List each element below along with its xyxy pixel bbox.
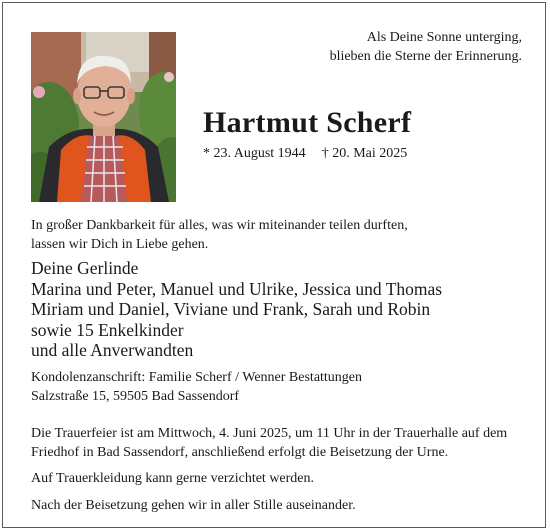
funeral-details — [31, 425, 525, 462]
portrait-photo — [31, 32, 176, 202]
birth-date: * 23. August 1944 — [203, 146, 306, 161]
gratitude-line-2: lassen wir Dich in Liebe gehen. — [31, 237, 209, 252]
address-line-2: Salzstraße 15, 59505 Bad Sassendorf — [31, 389, 240, 404]
funeral-info — [31, 425, 525, 523]
mourners-list — [31, 258, 442, 361]
mourner-line: Deine Gerlinde — [31, 258, 139, 278]
gratitude-text — [31, 216, 408, 254]
deceased-name: Hartmut Scherf — [203, 106, 412, 139]
motto — [330, 28, 522, 66]
motto-line-1: Als Deine Sonne unterging, — [366, 30, 522, 45]
motto-line-2: blieben die Sterne der Erinnerung. — [329, 49, 522, 64]
funeral-line-1: Die Trauerfeier ist am Mittwoch, 4. Juni 2025, um 11 Uhr in der Trauerhalle auf dem — [31, 426, 508, 441]
funeral-line-2: Friedhof in Bad Sassendorf, anschließend erfolgt die Beisetzung der Urne. — [31, 444, 449, 460]
death-date: † 20. Mai 2025 — [321, 146, 408, 161]
closing-note: Nach der Beisetzung gehen wir in aller Stille auseinander. — [31, 497, 356, 513]
mourner-line: Marina und Peter, Manuel und Ulrike, Jessica und Thomas — [31, 278, 443, 299]
dress-code: Auf Trauerkleidung kann gerne verzichtet werden. — [31, 471, 315, 486]
mourner-line: und alle Anverwandten — [31, 340, 194, 360]
life-dates — [203, 145, 407, 163]
mourner-line: sowie 15 Enkelkinder — [31, 319, 184, 340]
gratitude-line-1: In großer Dankbarkeit für alles, was wir miteinander teilen durften, — [31, 218, 408, 233]
address-line-1: Kondolenzanschrift: Familie Scherf / Wenner Bestattungen — [31, 370, 363, 385]
mourner-line: Miriam und Daniel, Viviane und Frank, Sarah und Robin — [31, 299, 431, 319]
condolence-address — [31, 368, 362, 406]
